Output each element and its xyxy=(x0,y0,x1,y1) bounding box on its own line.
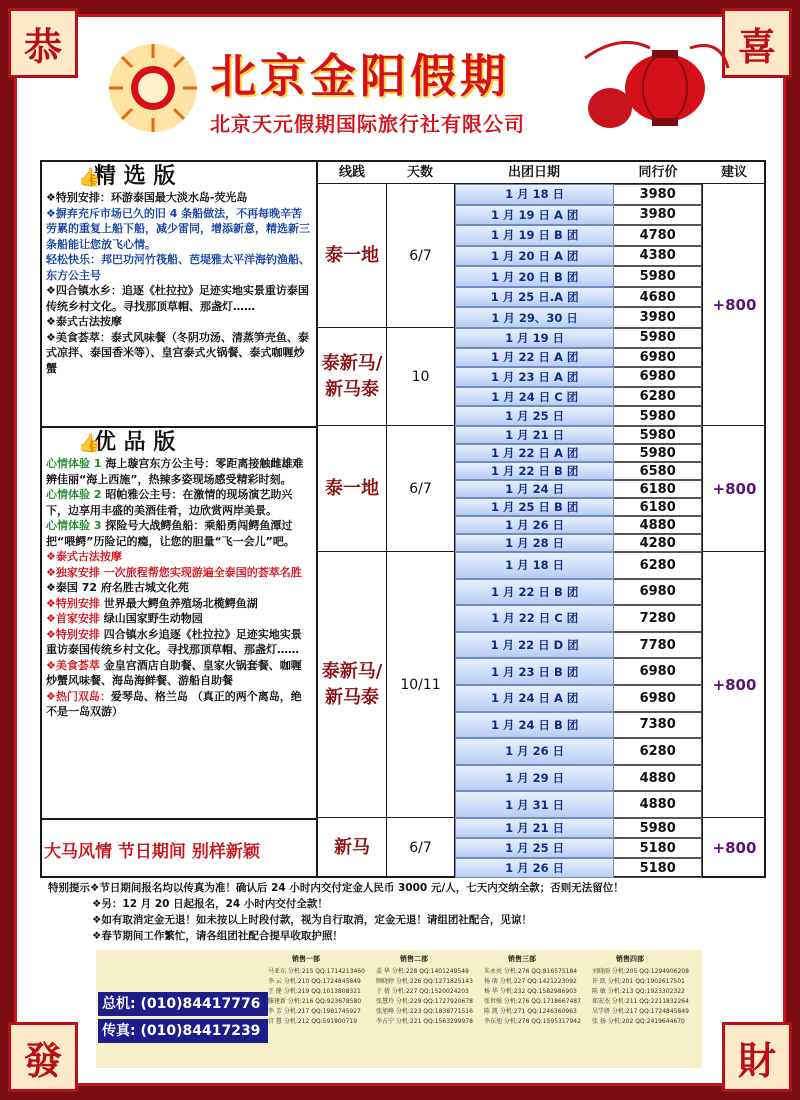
date-price-row xyxy=(454,225,702,246)
sales-contact: 李 云 分机:210 QQ:1724845849 xyxy=(268,978,361,985)
section-premium-edition xyxy=(42,426,316,816)
sales-contact: 陈 敏 分机:213 QQ:1923302322 xyxy=(592,988,685,995)
date-price-row xyxy=(454,205,702,226)
col-days-header: 天数 xyxy=(386,162,454,184)
section2-line xyxy=(42,549,316,565)
sales-directory xyxy=(268,954,700,1027)
departure-date: 1 月 19 日 A 团 xyxy=(455,205,614,226)
route-cell: 泰新马/ 新马泰 xyxy=(318,552,386,818)
departure-date: 1 月 25 日.A 团 xyxy=(455,287,614,308)
suggest-cell: +800 xyxy=(702,552,766,818)
date-price-row xyxy=(454,498,702,516)
sales-contact: 朱永亮 分机:276 QQ:816575184 xyxy=(484,968,578,975)
section1-title xyxy=(42,162,316,190)
sales-contact: 张世强 分机:276 QQ:1718667487 xyxy=(484,998,581,1005)
note-line: ❖春节期间工作繁忙，请各组团社配合提早收取护照！ xyxy=(92,930,343,942)
section2-line-text: ❖泰式古法按摩 xyxy=(46,550,122,563)
section2-line-label: ❖特别安排 xyxy=(46,627,100,641)
section2-line-label: 心情体验 3 xyxy=(46,519,102,532)
date-price-row xyxy=(454,516,702,534)
departure-date: 1 月 22 日 B 团 xyxy=(455,579,614,606)
departure-date: 1 月 18 日 xyxy=(455,552,614,579)
date-price-row xyxy=(454,838,702,858)
trade-price: 5980 xyxy=(614,406,702,426)
date-price-row xyxy=(454,712,702,739)
trade-price: 3980 xyxy=(614,184,702,205)
section2-line-text: 绿山国家野生动物园 xyxy=(99,612,203,625)
departure-date: 1 月 31 日 xyxy=(455,791,614,818)
trade-price: 7780 xyxy=(614,632,702,659)
departure-date: 1 月 22 日 C 团 xyxy=(455,605,614,632)
section2-line-label: 心情体验 2 xyxy=(46,488,102,501)
departure-date: 1 月 21 日 xyxy=(455,818,614,838)
section2-line xyxy=(42,627,316,658)
date-price-row xyxy=(454,462,702,480)
suggest-cell: +800 xyxy=(702,426,766,552)
section2-line-text: ❖泰国 72 府名胜古城文化苑 xyxy=(46,581,189,594)
trade-price: 4780 xyxy=(614,225,702,246)
departure-date: 1 月 26 日 xyxy=(455,738,614,765)
trade-price: 4280 xyxy=(614,534,702,552)
date-price-row xyxy=(454,246,702,267)
sales-dept-header: 销售二部 xyxy=(400,955,428,963)
section2-line-label: ❖热门双岛： xyxy=(46,689,111,703)
col-price-header: 同行价 xyxy=(614,162,702,184)
section2-line xyxy=(42,611,316,627)
trade-price: 5980 xyxy=(614,818,702,838)
departure-date: 1 月 18 日 xyxy=(455,184,614,205)
trade-price: 3980 xyxy=(614,205,702,226)
trade-price: 5980 xyxy=(614,328,702,348)
departure-date: 1 月 29 日 xyxy=(455,765,614,792)
section2-line xyxy=(42,565,316,581)
section2-line xyxy=(42,596,316,612)
departure-date: 1 月 22 日 A 团 xyxy=(455,444,614,462)
sales-row xyxy=(268,1017,700,1027)
date-price-row xyxy=(454,858,702,878)
section2-line-text: ❖独家安排 一次旅程帮您实现游遍全泰国的荟萃名胜 xyxy=(46,565,302,579)
trade-price: 4880 xyxy=(614,516,702,534)
trade-price: 6980 xyxy=(614,579,702,606)
section2-line-text: 金皇宫酒店自助餐、皇家火锅套餐、咖喱炒蟹风味餐、海岛海鲜餐、游船自助餐 xyxy=(46,658,302,687)
suggest-cell: +800 xyxy=(702,818,766,878)
departure-date: 1 月 22 日 D 团 xyxy=(455,632,614,659)
trade-price: 6980 xyxy=(614,658,702,685)
company-name: 北京天元假期国际旅行社有限公司 xyxy=(210,112,525,136)
date-price-row xyxy=(454,480,702,498)
trade-price: 6980 xyxy=(614,685,702,712)
trade-price: 3980 xyxy=(614,307,702,328)
sales-contact: 陈 凯 分机:271 QQ:1246360963 xyxy=(484,1008,577,1015)
sales-contact: 李占宁 分机:221 QQ:1563299978 xyxy=(376,1018,473,1025)
section-selected-edition xyxy=(42,162,316,424)
corner-bottom-left: 發 xyxy=(8,1022,78,1092)
date-price-row xyxy=(454,658,702,685)
trade-price: 5980 xyxy=(614,266,702,287)
departure-date: 1 月 21 日 xyxy=(455,426,614,444)
section2-line-text: 海上璇宫东方公主号：零距离接触雌雄难辨佳丽“海上西施”，热辣多姿现场感受精彩时刻。 xyxy=(46,457,304,486)
section1-line: ❖摒弃充斥市场已久的旧 4 条船做法，不再每晚辛苦劳累的重复上船下船，减少雷同，增添新意，精选新三条船能让您放飞心情。 xyxy=(46,206,310,251)
sales-row xyxy=(268,967,700,977)
trade-price: 6580 xyxy=(614,462,702,480)
sales-dept-header: 销售三部 xyxy=(508,955,536,963)
sun-logo-icon xyxy=(105,40,201,136)
departure-date: 1 月 26 日 xyxy=(455,858,614,878)
section2-line-text: 四合镇水乡追逐《杜拉拉》足迹实地实景重访泰国传统乡村文化。寻找那顶草帽、那盏灯…… xyxy=(46,627,302,656)
departure-date: 1 月 24 日 A 团 xyxy=(455,685,614,712)
col-suggest-header: 建议 xyxy=(702,162,766,184)
route-cell: 泰新马/ 新马泰 xyxy=(318,328,386,426)
section1-line: 轻松快乐：邦巴功河竹筏船、芭堤雅太平洋海钓渔船、东方公主号 xyxy=(46,253,310,282)
section2-line-text: 世界最大鳄鱼养殖场北榄鳄鱼湖 xyxy=(99,596,258,610)
section1-lines xyxy=(42,190,316,376)
price-table xyxy=(318,162,766,878)
sales-contact: 李东旭 分机:278 QQ:1595317942 xyxy=(484,1018,581,1025)
sales-rows xyxy=(268,967,700,1027)
departure-date: 1 月 22 日 A 团 xyxy=(455,348,614,368)
date-price-row xyxy=(454,387,702,407)
date-price-row xyxy=(454,552,702,579)
trade-price: 6980 xyxy=(614,367,702,387)
note-line: ❖另：12 月 20 日起报名，24 小时内交付全款！ xyxy=(92,898,328,910)
departure-date: 1 月 25 日 xyxy=(455,838,614,858)
section2-line-label: 心情体验 1 xyxy=(46,457,102,470)
trade-price: 6280 xyxy=(614,387,702,407)
date-price-row xyxy=(454,266,702,287)
thumbs-up-icon: 👍 xyxy=(78,433,101,454)
trade-price: 4880 xyxy=(614,791,702,818)
phone-block xyxy=(98,992,268,1046)
date-price-row xyxy=(454,307,702,328)
section1-title-text: 精 选 版 xyxy=(94,163,176,189)
trade-price: 5980 xyxy=(614,444,702,462)
sales-dept-header: 销售四部 xyxy=(616,955,644,963)
trade-price: 4880 xyxy=(614,765,702,792)
description-column xyxy=(42,162,318,878)
sales-contact: 宫 慧 分机:212 QQ:591800719 xyxy=(268,1018,358,1025)
trade-price: 5180 xyxy=(614,858,702,878)
sales-contact: 李 芳 分机:217 QQ:1981745927 xyxy=(268,1008,361,1015)
sales-contact: 张旭峰 分机:223 QQ:1838771516 xyxy=(376,1008,473,1015)
trade-price: 6180 xyxy=(614,480,702,498)
days-cell: 6/7 xyxy=(386,818,454,878)
sales-row xyxy=(268,997,700,1007)
days-cell: 6/7 xyxy=(386,184,454,328)
section2-line-text: 爱琴岛、格兰岛 （真正的两个离岛，绝不是一岛双游） xyxy=(46,689,302,718)
sales-contact: 许 跃 分机:201 QQ:1902617501 xyxy=(592,978,685,985)
trade-price: 5180 xyxy=(614,838,702,858)
corner-bottom-right: 財 xyxy=(722,1022,792,1092)
section2-title xyxy=(42,428,316,456)
fax-number: 传真: (010)84417239 xyxy=(98,1019,268,1043)
section2-line-text: 探险号大战鳄鱼船：乘船勇闯鳄鱼潭过把“喂鳄”历险记的瘾，让您的胆量“飞一会儿”吧。 xyxy=(46,519,295,548)
trade-price: 7380 xyxy=(614,712,702,739)
section-malaysia xyxy=(42,818,316,878)
sales-contact: 张 扬 分机:202 QQ:2419644670 xyxy=(592,1018,685,1025)
date-price-row xyxy=(454,818,702,838)
section2-line xyxy=(42,518,316,549)
trade-price: 4680 xyxy=(614,287,702,308)
date-price-row xyxy=(454,328,702,348)
date-price-row xyxy=(454,534,702,552)
sales-contact: 于 倩 分机:227 QQ:1520024203 xyxy=(376,988,469,995)
suggest-cell: +800 xyxy=(702,184,766,426)
section2-line-label: ❖美食荟萃 xyxy=(46,658,100,672)
section2-line xyxy=(42,456,316,487)
page-title: 北京金阳假期 xyxy=(210,49,510,103)
date-price-row xyxy=(454,348,702,368)
date-price-row xyxy=(454,738,702,765)
sales-row xyxy=(268,987,700,997)
trade-price: 4380 xyxy=(614,246,702,267)
trade-price: 6980 xyxy=(614,348,702,368)
sales-contact: 王 健 分机:219 QQ:1013808321 xyxy=(268,988,361,995)
date-price-row xyxy=(454,367,702,387)
days-cell: 10 xyxy=(386,328,454,426)
section2-line-label: ❖首家安排 xyxy=(46,612,100,625)
section2-lines xyxy=(42,456,316,720)
section2-line xyxy=(42,487,316,518)
section3-title: 大马风情 节日期间 别样新颖 xyxy=(44,841,260,862)
sales-dept-header: 销售一部 xyxy=(292,955,320,963)
sales-contact: 马亚东 分机:215 QQ:1714213460 xyxy=(268,968,365,975)
departure-date: 1 月 26 日 xyxy=(455,516,614,534)
departure-date: 1 月 19 日 xyxy=(455,328,614,348)
departure-date: 1 月 28 日 xyxy=(455,534,614,552)
departure-date: 1 月 25 日 B 团 xyxy=(455,498,614,516)
trade-price: 6280 xyxy=(614,738,702,765)
col-date-header: 出团日期 xyxy=(454,162,614,184)
sales-contact: 杨 萌 分机:227 QQ:1421223092 xyxy=(484,978,577,985)
corner-top-left: 恭 xyxy=(8,8,78,78)
date-price-row xyxy=(454,426,702,444)
section2-line xyxy=(42,658,316,689)
departure-date: 1 月 19 日 B 团 xyxy=(455,225,614,246)
departure-date: 1 月 24 日 B 团 xyxy=(455,712,614,739)
section2-line xyxy=(42,580,316,596)
date-price-row xyxy=(454,444,702,462)
main-phone: 总机: (010)84417776 xyxy=(98,992,268,1016)
section2-line-text: 昭帕雅公主号：在激情的现场演艺助兴下，边享用丰盛的美酒佳肴，边欣赏两岸美景。 xyxy=(46,488,293,517)
sales-contact: 姜 华 分机:228 QQ:1401249549 xyxy=(376,968,469,975)
sales-row xyxy=(268,977,700,987)
special-notes xyxy=(40,880,766,944)
trade-price: 6280 xyxy=(614,552,702,579)
date-price-row xyxy=(454,791,702,818)
note-line: 特别提示❖节日期间报名均以传真为准！确认后 24 小时内交付定金人民币 3000 元/人，七天内交纳全款；否则无法留位！ xyxy=(48,882,624,894)
date-price-row xyxy=(454,579,702,606)
departure-date: 1 月 22 日 B 团 xyxy=(455,462,614,480)
date-price-row xyxy=(454,287,702,308)
section2-line xyxy=(42,689,316,720)
days-cell: 10/11 xyxy=(386,552,454,818)
departure-date: 1 月 24 日 xyxy=(455,480,614,498)
section1-line: ❖特别安排：环游泰国最大淡水岛-荧光岛 xyxy=(46,191,248,204)
section2-title-text: 优 品 版 xyxy=(94,429,176,455)
sales-contact: 吴学妍 分机:217 QQ:1724845849 xyxy=(592,1008,689,1015)
section1-line: ❖泰式古法按摩 xyxy=(46,315,122,328)
departure-date: 1 月 23 日 B 团 xyxy=(455,658,614,685)
date-price-row xyxy=(454,765,702,792)
date-price-row xyxy=(454,406,702,426)
sales-contact: 滕建新 分机:216 QQ:923678580 xyxy=(268,998,362,1005)
sales-contact: 顾晓婷 分机:226 QQ:1271825143 xyxy=(376,978,473,985)
sales-contact: 杨 华 分机:232 QQ:1582986903 xyxy=(484,988,577,995)
note-line: ❖如有取消定金无退！如未按以上时段付款，视为自行取消，定金无退！请组团社配合，见谅！ xyxy=(92,914,532,926)
days-cell: 6/7 xyxy=(386,426,454,552)
departure-date: 1 月 24 日 C 团 xyxy=(455,387,614,407)
thumbs-up-icon: 👍 xyxy=(78,167,101,188)
contact-panel xyxy=(96,950,702,1068)
trade-price: 7280 xyxy=(614,605,702,632)
sales-contact: 刘晓雨 分机:205 QQ:1294906208 xyxy=(592,968,689,975)
departure-date: 1 月 23 日 A 团 xyxy=(455,367,614,387)
route-cell: 泰一地 xyxy=(318,426,386,552)
section2-line-label: ❖特别安排 xyxy=(46,596,100,610)
section1-line: ❖四合镇水乡：追逐《杜拉拉》足迹实地实景重访泰国传统乡村文化。寻找那顶草帽、那盏灯…… xyxy=(46,284,309,313)
date-price-row xyxy=(454,605,702,632)
lantern-decoration-icon xyxy=(580,28,730,138)
date-price-row xyxy=(454,184,702,205)
col-route-header: 线践 xyxy=(318,162,386,184)
trade-price: 5980 xyxy=(614,426,702,444)
corner-top-right: 喜 xyxy=(722,8,792,78)
departure-date: 1 月 25 日 xyxy=(455,406,614,426)
departure-date: 1 月 20 日 A 团 xyxy=(455,246,614,267)
departure-date: 1 月 20 日 B 团 xyxy=(455,266,614,287)
date-price-row xyxy=(454,632,702,659)
date-price-row xyxy=(454,685,702,712)
route-cell: 泰一地 xyxy=(318,184,386,328)
section1-line: ❖美食荟萃：泰式风味餐（冬阴功汤、清蒸笋壳鱼、泰式凉拌、泰国香米等）、皇宫泰式火锅餐、泰式咖喱炒蟹 xyxy=(46,330,309,375)
sales-contact: 郑宏杰 分机:211 QQ:2211832264 xyxy=(592,998,689,1005)
sales-contact: 张慧玲 分机:229 QQ:1727920678 xyxy=(376,998,473,1005)
itinerary-table xyxy=(40,160,766,878)
departure-date: 1 月 29、30 日 xyxy=(455,307,614,328)
sales-row xyxy=(268,1007,700,1017)
trade-price: 6180 xyxy=(614,498,702,516)
sales-dept-headers xyxy=(268,954,700,964)
route-cell: 新马 xyxy=(318,818,386,878)
